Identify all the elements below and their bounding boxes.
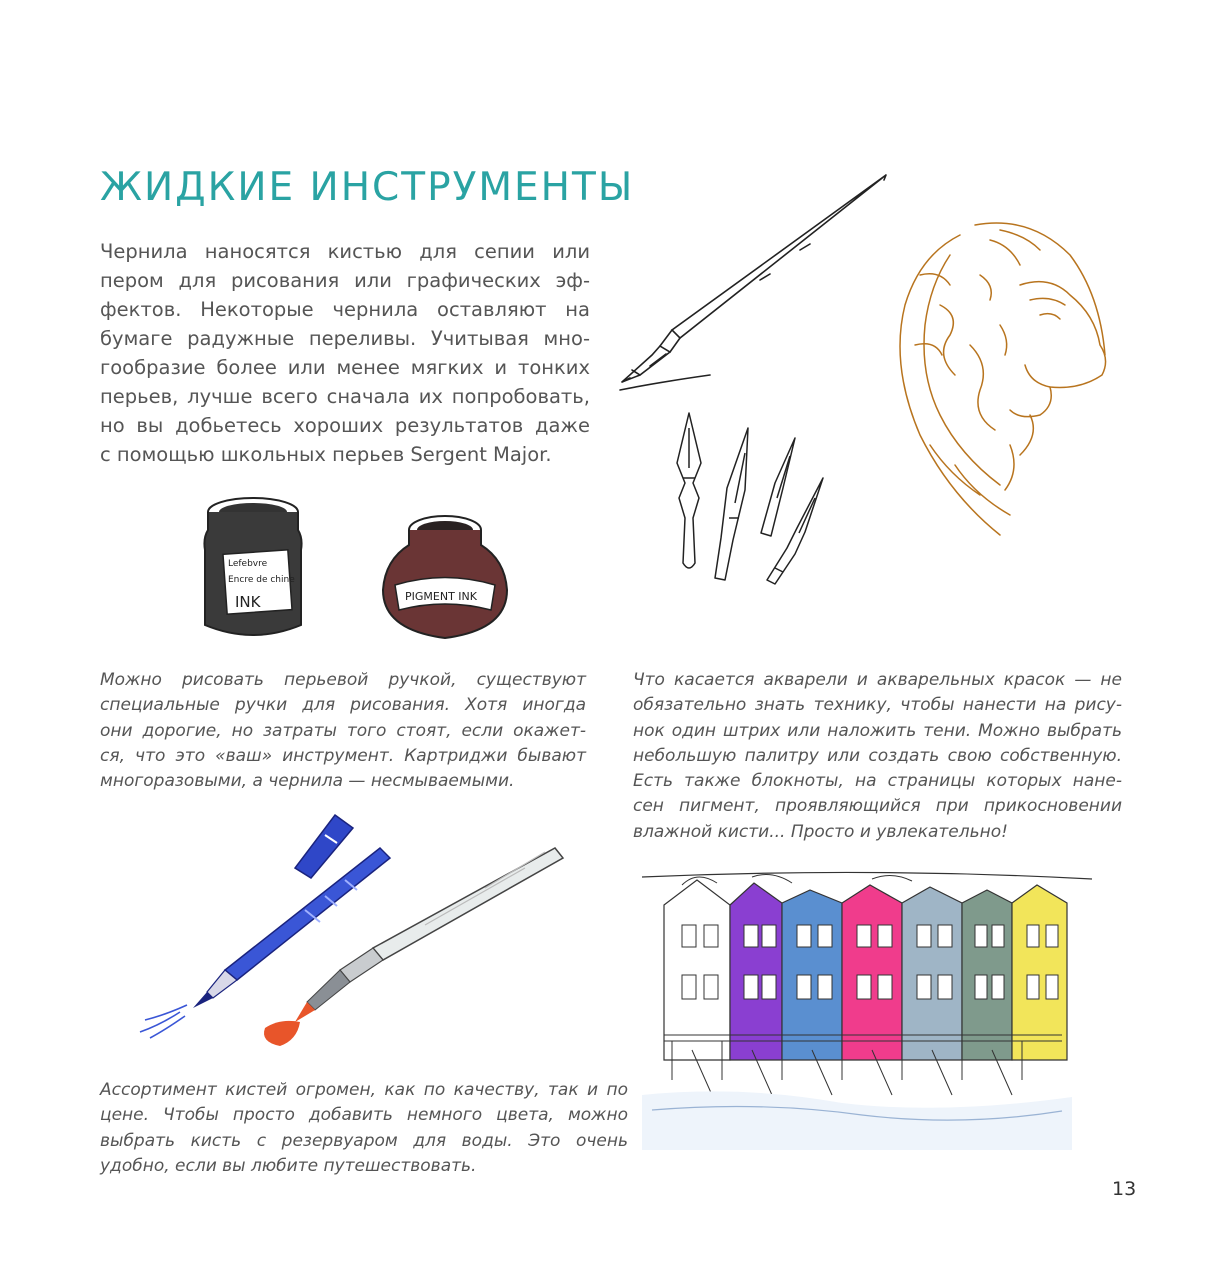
caption-pens [100,668,586,794]
caption-line: сен пигмент, проявляющийся при прикосновении [633,796,1122,817]
pens-brush-illustration [125,810,575,1065]
lion-sketch-illustration [880,215,1120,545]
caption-line: влажной кисти... Просто и увлекательно! [633,821,1008,842]
pen-nibs-illustration [655,408,840,593]
caption-line: Есть также блокноты, на страницы которых нане- [633,771,1122,792]
caption-line: Что касается акварели и акварельных красок — не [633,670,1122,690]
caption-line: цене. Чтобы просто добавить немного цвета, можно [100,1105,628,1126]
intro-line: с помощью школьных перьев Sergent Major. [100,443,552,466]
jar1-label-bottom: INK [235,593,261,611]
caption-line: многоразовыми, а чернила — несмываемыми. [100,771,515,792]
jar2-label: PIGMENT INK [405,590,477,603]
intro-line: перьев, лучше всего сначала их попробовать, [100,385,590,408]
caption-line: Ассортимент кистей огромен, как по качеству, так и по [100,1080,628,1100]
fountain-pen [140,848,390,1038]
houses-watercolor-illustration [642,865,1092,1150]
jar1-label-mid: Encre de chine [228,575,295,585]
intro-line: бумаге радужные переливы. Учитывая мно- [100,327,590,350]
intro-line: гообразие более или менее мягких и тонких [100,356,590,379]
intro-line: пером для рисования или графических эф- [100,269,590,292]
page-title: ЖИДКИЕ ИНСТРУМЕНТЫ [100,165,635,210]
ink-jar-chine [204,498,301,635]
intro-line: Чернила наносятся кистью для сепии или [100,240,590,263]
caption-line: они дорогие, но затраты того стоят, если окажет- [100,720,586,741]
caption-line: Можно рисовать перьевой ручкой, существуют [100,670,586,690]
caption-line: специальные ручки для рисования. Хотя иногда [100,695,586,716]
intro-line: фектов. Некоторые чернила оставляют на [100,298,590,321]
brush-pen [264,848,563,1046]
caption-line: нок один штрих или наложить тени. Можно выбрать [633,720,1122,741]
intro-line: но вы добьетесь хороших результатов даже [100,414,590,437]
caption-watercolor [633,668,1122,845]
jar1-label-top: Lefebvre [228,559,268,569]
page-number: 13 [1112,1178,1137,1200]
intro-paragraph [100,237,590,469]
ink-jars-illustration [195,490,515,650]
caption-line: удобно, если вы любите путешествовать. [100,1155,477,1176]
fountain-pen-cap [295,815,353,878]
caption-line: ся, что это «ваш» инструмент. Картриджи бывают [100,745,586,766]
caption-brushes [100,1078,628,1179]
dip-pen-illustration [610,170,900,410]
caption-line: обязательно знать технику, чтобы нанести на рису- [633,695,1122,716]
caption-line: небольшую палитру или создать свою собственную. [633,745,1122,766]
caption-line: выбрать кисть с резервуаром для воды. Это очень [100,1130,628,1151]
ink-jar-pigment [383,516,507,638]
